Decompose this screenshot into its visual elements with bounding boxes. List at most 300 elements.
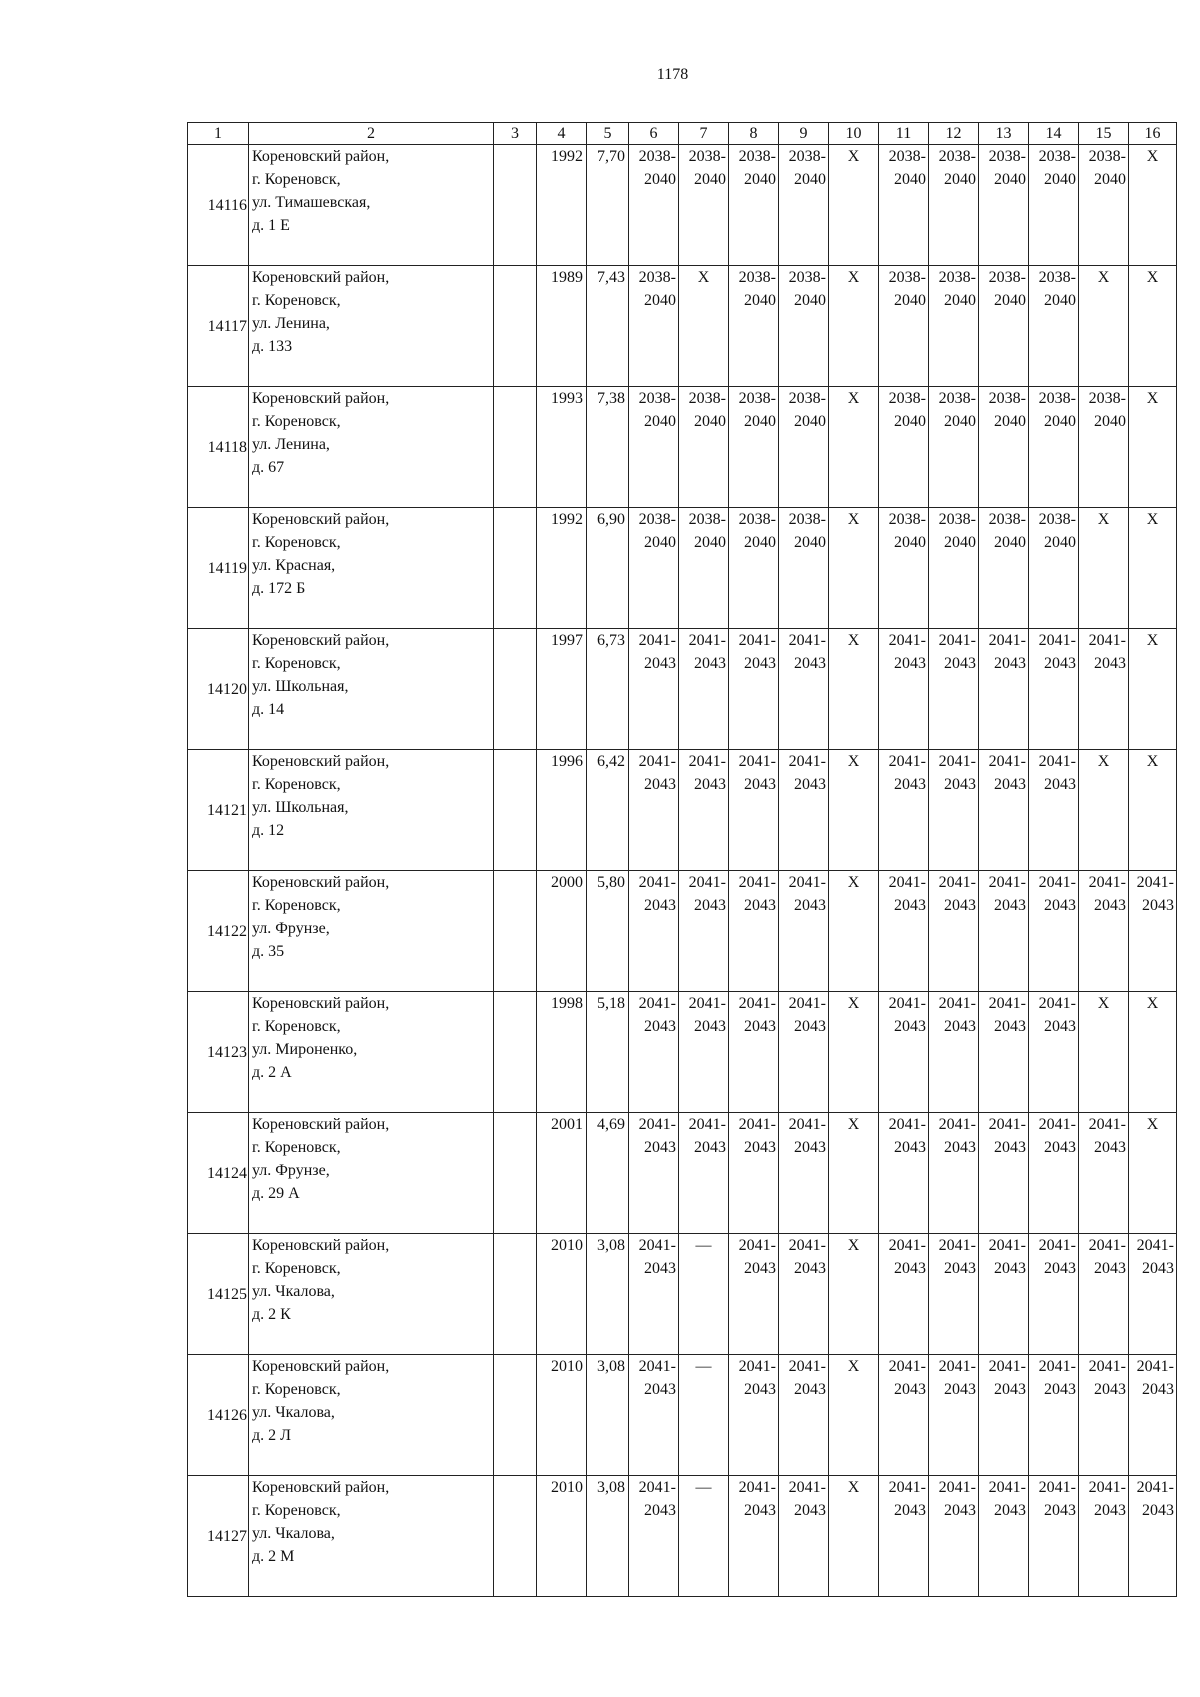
period-line: 2041- [638, 1479, 676, 1496]
col3-cell [494, 508, 537, 629]
year-cell: 1996 [537, 750, 587, 871]
period-line: 2041- [888, 753, 926, 770]
period-line: 2040 [694, 534, 726, 551]
period-line: 2038- [638, 511, 676, 528]
mark-cell: X [829, 1234, 879, 1355]
column-header-2: 2 [249, 123, 494, 145]
period-line: 2041- [1038, 1358, 1076, 1375]
period-line: 2043 [644, 1260, 676, 1277]
period-cell [729, 266, 779, 387]
period-line: 2040 [794, 413, 826, 430]
period-line: 2040 [744, 292, 776, 309]
period-cell [629, 1476, 679, 1597]
period-cell [629, 1355, 679, 1476]
address-line: д. 133 [252, 338, 293, 355]
address-line: г. Кореновск, [252, 776, 341, 793]
period-line: 2043 [694, 897, 726, 914]
period-line: 2041- [1038, 632, 1076, 649]
page-number: 1178 [656, 66, 689, 83]
period-cell [1079, 145, 1129, 266]
period-cell [779, 387, 829, 508]
mark-cell: X [1129, 266, 1177, 387]
period-cell [1079, 1355, 1129, 1476]
row-number: 14120 [188, 629, 249, 750]
period-cell [629, 145, 679, 266]
period-line: 2041- [938, 1237, 976, 1254]
period-cell [1029, 629, 1079, 750]
period-line: 2043 [894, 776, 926, 793]
period-cell [779, 1234, 829, 1355]
address-cell [249, 1113, 494, 1234]
address-line: ул. Ленина, [252, 315, 330, 332]
mark-cell: X [829, 871, 879, 992]
period-line: 2043 [894, 1381, 926, 1398]
period-line: 2040 [894, 171, 926, 188]
period-line: 2043 [744, 655, 776, 672]
period-cell [1079, 1234, 1129, 1355]
period-line: 2040 [944, 171, 976, 188]
period-line: 2041- [1038, 1237, 1076, 1254]
address-line: г. Кореновск, [252, 1381, 341, 1398]
period-line: 2041- [1088, 1479, 1126, 1496]
period-line: 2041- [938, 1479, 976, 1496]
address-line: г. Кореновск, [252, 171, 341, 188]
year-cell: 1989 [537, 266, 587, 387]
period-line: 2041- [688, 995, 726, 1012]
period-line: 2040 [744, 413, 776, 430]
period-line: 2043 [1094, 1139, 1126, 1156]
period-line: 2041- [738, 1358, 776, 1375]
address-line: г. Кореновск, [252, 292, 341, 309]
period-line: 2041- [1038, 1479, 1076, 1496]
period-cell [1079, 629, 1129, 750]
period-cell [879, 387, 929, 508]
period-line: 2043 [944, 776, 976, 793]
mark-cell: X [829, 629, 879, 750]
value-cell: 5,80 [587, 871, 629, 992]
period-line: 2043 [944, 1139, 976, 1156]
period-line: 2043 [894, 655, 926, 672]
period-cell [1129, 871, 1177, 992]
period-line: 2041- [638, 753, 676, 770]
address-line: д. 14 [252, 701, 285, 718]
row-number: 14121 [188, 750, 249, 871]
period-line: 2041- [1038, 995, 1076, 1012]
period-cell [979, 266, 1029, 387]
period-cell [879, 266, 929, 387]
period-cell [779, 266, 829, 387]
address-line: д. 2 К [252, 1306, 291, 1323]
table-row [188, 629, 1177, 750]
address-line: д. 2 М [252, 1548, 295, 1565]
column-header-15: 15 [1079, 123, 1129, 145]
period-line: 2041- [888, 1358, 926, 1375]
period-cell [729, 1355, 779, 1476]
col3-cell [494, 1234, 537, 1355]
address-line: г. Кореновск, [252, 413, 341, 430]
period-line: 2041- [988, 995, 1026, 1012]
year-cell: 2010 [537, 1476, 587, 1597]
period-cell [629, 387, 679, 508]
period-line: 2041- [738, 1116, 776, 1133]
value-cell: 6,42 [587, 750, 629, 871]
period-line: 2043 [1094, 1260, 1126, 1277]
address-line: Кореновский район, [252, 1479, 390, 1496]
period-line: 2043 [644, 1381, 676, 1398]
period-line: 2038- [988, 269, 1026, 286]
period-line: 2040 [744, 534, 776, 551]
address-cell [249, 871, 494, 992]
year-cell: 2010 [537, 1234, 587, 1355]
mark-cell: — [679, 1476, 729, 1597]
period-line: 2038- [738, 148, 776, 165]
period-line: 2041- [788, 1116, 826, 1133]
period-line: 2038- [888, 148, 926, 165]
period-line: 2043 [994, 1018, 1026, 1035]
period-line: 2040 [644, 292, 676, 309]
period-cell [729, 750, 779, 871]
address-line: г. Кореновск, [252, 655, 341, 672]
period-cell [629, 1113, 679, 1234]
period-line: 2038- [938, 390, 976, 407]
period-line: 2041- [788, 1479, 826, 1496]
period-line: 2043 [994, 1381, 1026, 1398]
mark-cell: X [829, 145, 879, 266]
period-cell [679, 387, 729, 508]
period-line: 2038- [988, 390, 1026, 407]
period-cell [729, 1113, 779, 1234]
row-number: 14127 [188, 1476, 249, 1597]
period-line: 2040 [894, 413, 926, 430]
period-line: 2040 [1044, 413, 1076, 430]
period-line: 2041- [888, 1237, 926, 1254]
value-cell: 3,08 [587, 1355, 629, 1476]
address-line: Кореновский район, [252, 753, 390, 770]
value-cell: 6,73 [587, 629, 629, 750]
period-line: 2040 [1044, 171, 1076, 188]
period-line: 2040 [994, 534, 1026, 551]
column-header-5: 5 [587, 123, 629, 145]
address-line: д. 172 Б [252, 580, 306, 597]
period-cell [779, 145, 829, 266]
address-line: д. 2 Л [252, 1427, 291, 1444]
period-line: 2038- [988, 148, 1026, 165]
column-header-12: 12 [929, 123, 979, 145]
period-cell [779, 871, 829, 992]
period-cell [1079, 1113, 1129, 1234]
column-header-7: 7 [679, 123, 729, 145]
address-line: ул. Чкалова, [252, 1404, 335, 1421]
period-line: 2043 [694, 655, 726, 672]
mark-cell: — [679, 1234, 729, 1355]
year-cell: 2000 [537, 871, 587, 992]
year-cell: 2001 [537, 1113, 587, 1234]
period-cell [629, 1234, 679, 1355]
address-line: г. Кореновск, [252, 1018, 341, 1035]
address-line: г. Кореновск, [252, 1502, 341, 1519]
address-cell [249, 992, 494, 1113]
address-line: Кореновский район, [252, 1116, 390, 1133]
period-line: 2043 [744, 1018, 776, 1035]
period-cell [1079, 1476, 1129, 1597]
mark-cell: — [679, 1355, 729, 1476]
period-line: 2043 [1094, 1381, 1126, 1398]
period-line: 2040 [644, 534, 676, 551]
address-line: ул. Ленина, [252, 436, 330, 453]
address-cell [249, 1355, 494, 1476]
period-line: 2043 [894, 1139, 926, 1156]
mark-cell: X [1129, 387, 1177, 508]
address-line: Кореновский район, [252, 874, 390, 891]
address-line: Кореновский район, [252, 632, 390, 649]
mark-cell: X [829, 750, 879, 871]
period-line: 2043 [794, 1502, 826, 1519]
period-cell [1029, 145, 1079, 266]
period-line: 2038- [1088, 390, 1126, 407]
period-line: 2038- [888, 390, 926, 407]
period-line: 2041- [1088, 1358, 1126, 1375]
period-line: 2043 [1044, 1260, 1076, 1277]
period-line: 2043 [644, 1139, 676, 1156]
address-line: ул. Фрунзе, [252, 920, 330, 937]
col3-cell [494, 387, 537, 508]
period-line: 2040 [794, 292, 826, 309]
period-line: 2043 [994, 897, 1026, 914]
period-cell [629, 871, 679, 992]
period-line: 2043 [1044, 1381, 1076, 1398]
row-number: 14116 [188, 145, 249, 266]
period-line: 2043 [1044, 897, 1076, 914]
period-line: 2041- [1136, 874, 1174, 891]
period-line: 2038- [938, 148, 976, 165]
period-line: 2038- [1038, 269, 1076, 286]
mark-cell: X [1129, 750, 1177, 871]
period-line: 2041- [738, 1237, 776, 1254]
period-cell [979, 1113, 1029, 1234]
column-header-4: 4 [537, 123, 587, 145]
mark-cell: X [829, 1113, 879, 1234]
column-header-3: 3 [494, 123, 537, 145]
period-line: 2040 [694, 171, 726, 188]
period-line: 2043 [794, 1381, 826, 1398]
period-line: 2040 [694, 413, 726, 430]
period-line: 2040 [1094, 171, 1126, 188]
column-header-6: 6 [629, 123, 679, 145]
period-line: 2038- [788, 390, 826, 407]
period-line: 2041- [938, 1358, 976, 1375]
period-line: 2043 [644, 1502, 676, 1519]
period-cell [1129, 1476, 1177, 1597]
period-line: 2043 [744, 1139, 776, 1156]
period-line: 2043 [1044, 655, 1076, 672]
period-cell [629, 266, 679, 387]
period-line: 2041- [938, 753, 976, 770]
period-line: 2043 [1142, 1502, 1174, 1519]
period-line: 2038- [788, 148, 826, 165]
mark-cell: X [1129, 629, 1177, 750]
period-line: 2040 [994, 413, 1026, 430]
period-cell [779, 1113, 829, 1234]
address-cell [249, 629, 494, 750]
period-line: 2038- [888, 511, 926, 528]
address-line: ул. Мироненко, [252, 1041, 358, 1058]
period-cell [679, 1113, 729, 1234]
period-cell [879, 1355, 929, 1476]
period-cell [1129, 1234, 1177, 1355]
period-cell [929, 145, 979, 266]
value-cell: 3,08 [587, 1476, 629, 1597]
address-line: ул. Чкалова, [252, 1283, 335, 1300]
period-cell [779, 508, 829, 629]
period-line: 2043 [1044, 1018, 1076, 1035]
period-line: 2043 [994, 1260, 1026, 1277]
table-row [188, 508, 1177, 629]
period-cell [879, 1234, 929, 1355]
period-line: 2041- [988, 632, 1026, 649]
period-line: 2043 [944, 897, 976, 914]
period-cell [729, 1234, 779, 1355]
period-line: 2043 [644, 1018, 676, 1035]
period-line: 2038- [988, 511, 1026, 528]
schedule-table [187, 122, 1177, 1597]
period-line: 2040 [994, 171, 1026, 188]
address-line: д. 12 [252, 822, 285, 839]
period-line: 2043 [1044, 776, 1076, 793]
period-cell [929, 750, 979, 871]
value-cell: 7,43 [587, 266, 629, 387]
period-line: 2038- [638, 269, 676, 286]
period-line: 2041- [938, 995, 976, 1012]
period-line: 2038- [1038, 148, 1076, 165]
value-cell: 3,08 [587, 1234, 629, 1355]
mark-cell: X [1079, 750, 1129, 871]
address-line: г. Кореновск, [252, 897, 341, 914]
period-line: 2041- [1088, 632, 1126, 649]
period-line: 2043 [794, 897, 826, 914]
column-header-11: 11 [879, 123, 929, 145]
period-line: 2043 [894, 1260, 926, 1277]
mark-cell: X [1079, 508, 1129, 629]
address-line: ул. Школьная, [252, 799, 349, 816]
period-cell [929, 266, 979, 387]
period-line: 2043 [644, 897, 676, 914]
year-cell: 1998 [537, 992, 587, 1113]
period-cell [979, 508, 1029, 629]
period-line: 2040 [1044, 534, 1076, 551]
period-line: 2040 [1094, 413, 1126, 430]
period-line: 2040 [794, 171, 826, 188]
address-line: г. Кореновск, [252, 534, 341, 551]
value-cell: 4,69 [587, 1113, 629, 1234]
period-line: 2043 [794, 1018, 826, 1035]
table-row [188, 145, 1177, 266]
period-line: 2041- [1088, 874, 1126, 891]
period-line: 2043 [744, 1260, 776, 1277]
period-line: 2038- [1088, 148, 1126, 165]
period-cell [979, 992, 1029, 1113]
period-cell [679, 992, 729, 1113]
period-cell [1029, 1476, 1079, 1597]
period-cell [629, 750, 679, 871]
period-cell [629, 508, 679, 629]
period-cell [729, 1476, 779, 1597]
period-line: 2041- [638, 1116, 676, 1133]
period-cell [979, 1234, 1029, 1355]
value-cell: 7,70 [587, 145, 629, 266]
year-cell: 1993 [537, 387, 587, 508]
period-cell [1079, 387, 1129, 508]
address-line: Кореновский район, [252, 148, 390, 165]
period-cell [929, 508, 979, 629]
address-line: д. 35 [252, 943, 285, 960]
col3-cell [494, 629, 537, 750]
period-cell [979, 145, 1029, 266]
mark-cell: X [1129, 992, 1177, 1113]
period-line: 2041- [1038, 753, 1076, 770]
period-line: 2043 [1094, 655, 1126, 672]
period-cell [1029, 387, 1079, 508]
period-cell [879, 871, 929, 992]
period-line: 2041- [1088, 1116, 1126, 1133]
table-row [188, 387, 1177, 508]
period-line: 2038- [788, 511, 826, 528]
address-line: ул. Фрунзе, [252, 1162, 330, 1179]
period-cell [729, 629, 779, 750]
period-line: 2041- [938, 632, 976, 649]
period-line: 2041- [938, 874, 976, 891]
period-line: 2038- [738, 390, 776, 407]
period-cell [879, 145, 929, 266]
period-cell [879, 1113, 929, 1234]
row-number: 14118 [188, 387, 249, 508]
row-number: 14124 [188, 1113, 249, 1234]
period-cell [679, 871, 729, 992]
address-line: д. 1 Е [252, 217, 290, 234]
period-cell [1029, 992, 1079, 1113]
period-cell [679, 629, 729, 750]
period-cell [929, 1234, 979, 1355]
value-cell: 5,18 [587, 992, 629, 1113]
col3-cell [494, 1355, 537, 1476]
col3-cell [494, 1476, 537, 1597]
period-line: 2043 [894, 897, 926, 914]
period-cell [1079, 871, 1129, 992]
period-line: 2040 [894, 534, 926, 551]
period-line: 2041- [788, 632, 826, 649]
period-cell [679, 145, 729, 266]
period-line: 2040 [794, 534, 826, 551]
period-cell [1029, 266, 1079, 387]
period-line: 2041- [1038, 874, 1076, 891]
period-line: 2043 [694, 1139, 726, 1156]
period-line: 2041- [738, 632, 776, 649]
period-line: 2041- [1136, 1358, 1174, 1375]
period-line: 2041- [1136, 1479, 1174, 1496]
period-line: 2038- [788, 269, 826, 286]
address-cell [249, 1476, 494, 1597]
mark-cell: X [1129, 508, 1177, 629]
period-line: 2041- [738, 1479, 776, 1496]
period-line: 2040 [894, 292, 926, 309]
period-line: 2041- [1088, 1237, 1126, 1254]
period-line: 2043 [894, 1018, 926, 1035]
period-line: 2043 [1094, 897, 1126, 914]
period-line: 2041- [738, 753, 776, 770]
period-line: 2043 [994, 655, 1026, 672]
period-cell [929, 871, 979, 992]
period-line: 2040 [944, 534, 976, 551]
address-line: Кореновский район, [252, 511, 390, 528]
